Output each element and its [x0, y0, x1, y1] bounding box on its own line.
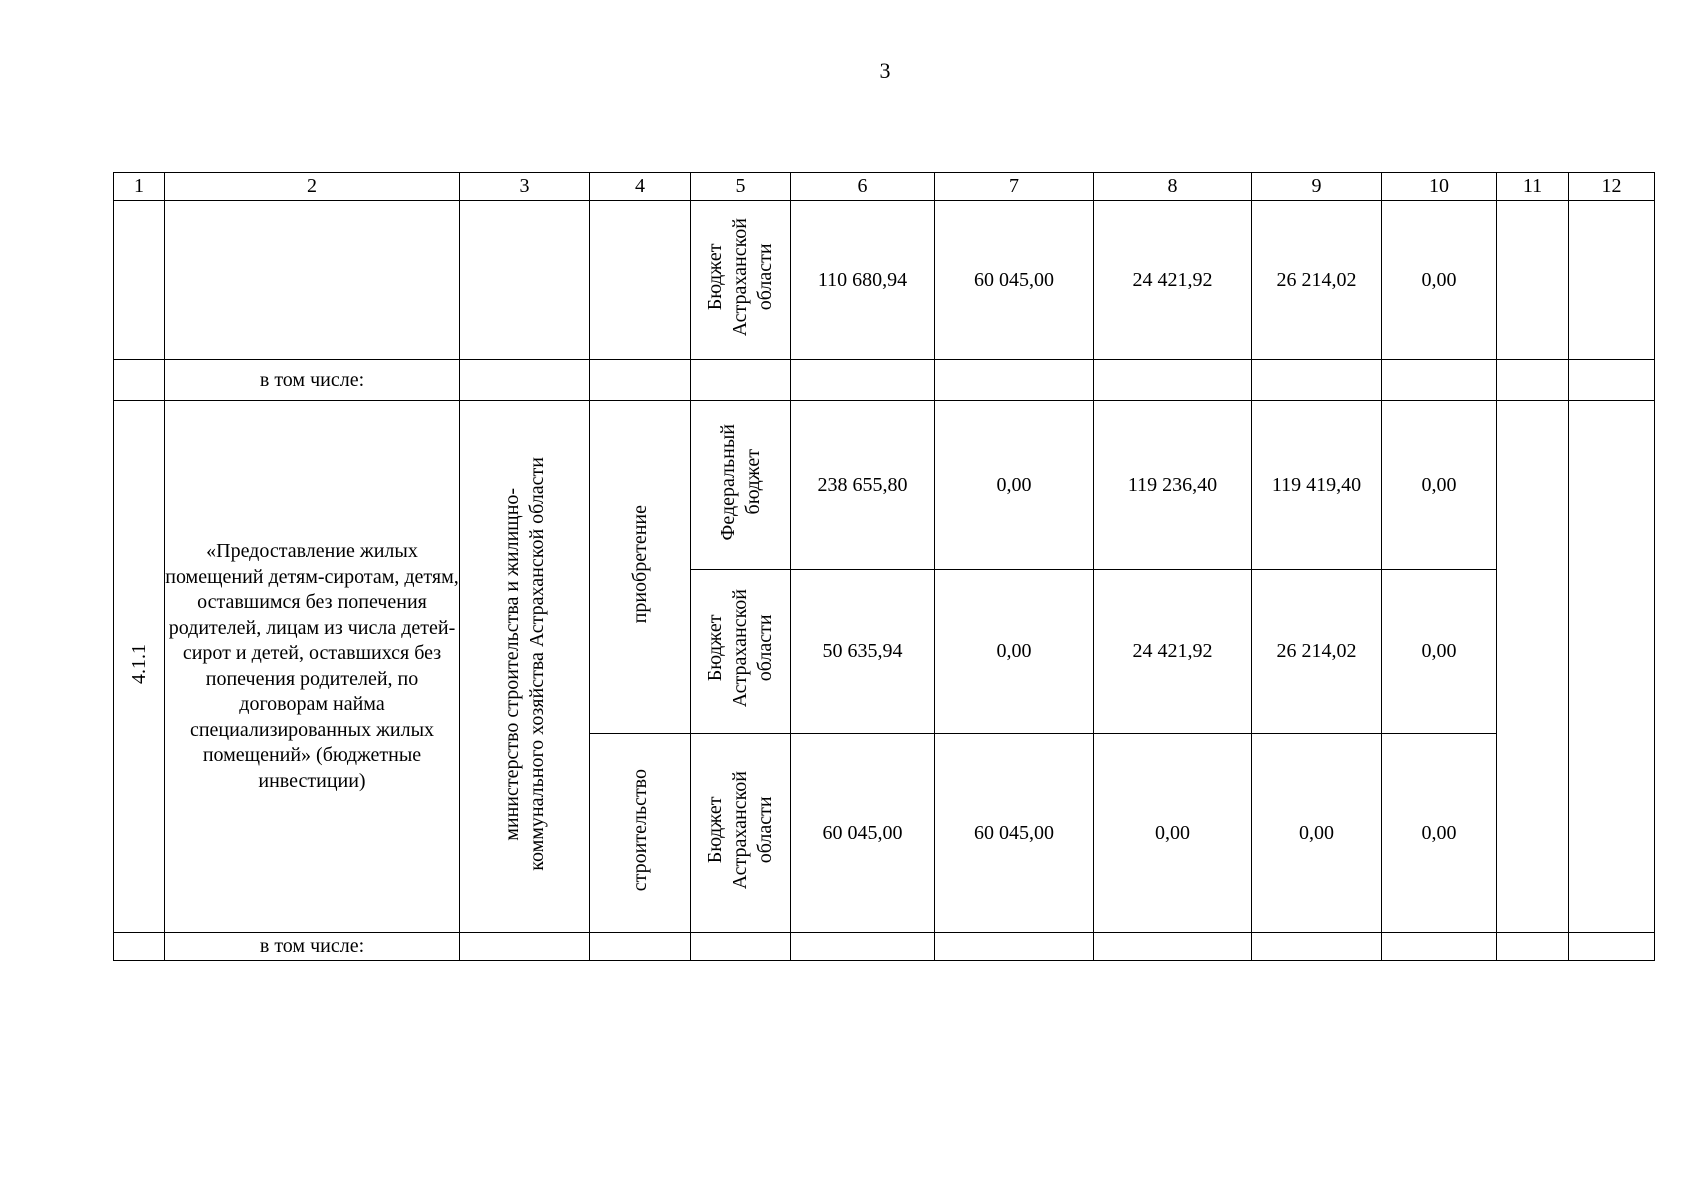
construction-cell	[590, 734, 691, 933]
table-cell: 0,00	[1252, 734, 1382, 933]
table-cell: 24 421,92	[1094, 201, 1252, 360]
empty-cell	[935, 933, 1094, 961]
empty-cell	[791, 933, 935, 961]
empty-cell	[791, 360, 935, 401]
empty-cell	[1569, 933, 1655, 961]
funding-source: Бюджет Астраханской области	[704, 770, 776, 890]
empty-cell	[1094, 360, 1252, 401]
table-row	[114, 201, 1655, 360]
item-description: «Предоставление жилых помещений детям-сиротам, детям, оставшимся без попечения родителей, лицам из числа детей-сирот и детей, оставшихся без попечения родителей, по договорам найма специализированных жилых помещений» (бюджетные инвестиции)	[165, 401, 460, 933]
table-cell: 0,00	[935, 570, 1094, 734]
including-label: в том числе:	[165, 933, 460, 961]
column-header: 4	[590, 173, 691, 201]
empty-cell	[590, 933, 691, 961]
acquisition-cell	[590, 401, 691, 734]
table-row	[114, 401, 1655, 570]
funding-source-cell	[691, 401, 791, 570]
empty-cell	[460, 933, 590, 961]
column-header: 11	[1497, 173, 1569, 201]
empty-cell	[691, 933, 791, 961]
funding-source: Бюджет Астраханской области	[704, 217, 776, 337]
column-header: 7	[935, 173, 1094, 201]
table-cell: 26 214,02	[1252, 201, 1382, 360]
item-number: 4.1.1	[127, 643, 150, 684]
item-number-cell	[114, 401, 165, 933]
column-number-row	[114, 173, 1655, 201]
table-cell: 119 419,40	[1252, 401, 1382, 570]
funding-source: Бюджет Астраханской области	[704, 589, 776, 708]
empty-cell	[1497, 360, 1569, 401]
table-row	[114, 360, 1655, 401]
table-cell: 24 421,92	[1094, 570, 1252, 734]
funding-source: Федеральный бюджет	[716, 423, 764, 541]
executor: министерство строительства и жилищно- коммунального хозяйства Астраханской области	[500, 456, 548, 871]
empty-cell	[1569, 401, 1655, 933]
executor-cell	[460, 401, 590, 933]
column-header: 9	[1252, 173, 1382, 201]
column-header: 2	[165, 173, 460, 201]
table-cell: 0,00	[935, 401, 1094, 570]
table-cell: 0,00	[1382, 201, 1497, 360]
page-number: 3	[879, 58, 891, 83]
funding-source-cell	[691, 734, 791, 933]
empty-cell	[1252, 360, 1382, 401]
empty-cell	[1382, 933, 1497, 961]
budget-table	[113, 172, 1655, 961]
empty-cell	[460, 360, 590, 401]
funding-source-cell	[691, 201, 791, 360]
column-header: 10	[1382, 173, 1497, 201]
empty-cell	[165, 201, 460, 360]
empty-cell	[1569, 360, 1655, 401]
empty-cell	[1497, 933, 1569, 961]
table-cell: 0,00	[1382, 401, 1497, 570]
empty-cell	[1497, 401, 1569, 933]
table-row	[114, 933, 1655, 961]
acquisition-type: приобретение	[628, 504, 651, 624]
funding-source-cell	[691, 570, 791, 734]
including-label: в том числе:	[165, 360, 460, 401]
empty-cell	[691, 360, 791, 401]
table-cell: 238 655,80	[791, 401, 935, 570]
table-cell: 110 680,94	[791, 201, 935, 360]
construction-type: строительство	[628, 768, 651, 892]
empty-cell	[460, 201, 590, 360]
column-header: 1	[114, 173, 165, 201]
table-cell: 50 635,94	[791, 570, 935, 734]
table-cell: 0,00	[1382, 570, 1497, 734]
column-header: 3	[460, 173, 590, 201]
table-cell: 60 045,00	[935, 201, 1094, 360]
empty-cell	[1382, 360, 1497, 401]
column-header: 12	[1569, 173, 1655, 201]
table-cell: 0,00	[1094, 734, 1252, 933]
empty-cell	[590, 201, 691, 360]
empty-cell	[1497, 201, 1569, 360]
column-header: 8	[1094, 173, 1252, 201]
table-cell: 60 045,00	[935, 734, 1094, 933]
table-cell: 26 214,02	[1252, 570, 1382, 734]
empty-cell	[1252, 933, 1382, 961]
empty-cell	[1569, 201, 1655, 360]
empty-cell	[114, 360, 165, 401]
empty-cell	[114, 933, 165, 961]
table-cell: 0,00	[1382, 734, 1497, 933]
column-header: 6	[791, 173, 935, 201]
table-cell: 60 045,00	[791, 734, 935, 933]
empty-cell	[114, 201, 165, 360]
empty-cell	[590, 360, 691, 401]
table-cell: 119 236,40	[1094, 401, 1252, 570]
column-header: 5	[691, 173, 791, 201]
empty-cell	[935, 360, 1094, 401]
empty-cell	[1094, 933, 1252, 961]
